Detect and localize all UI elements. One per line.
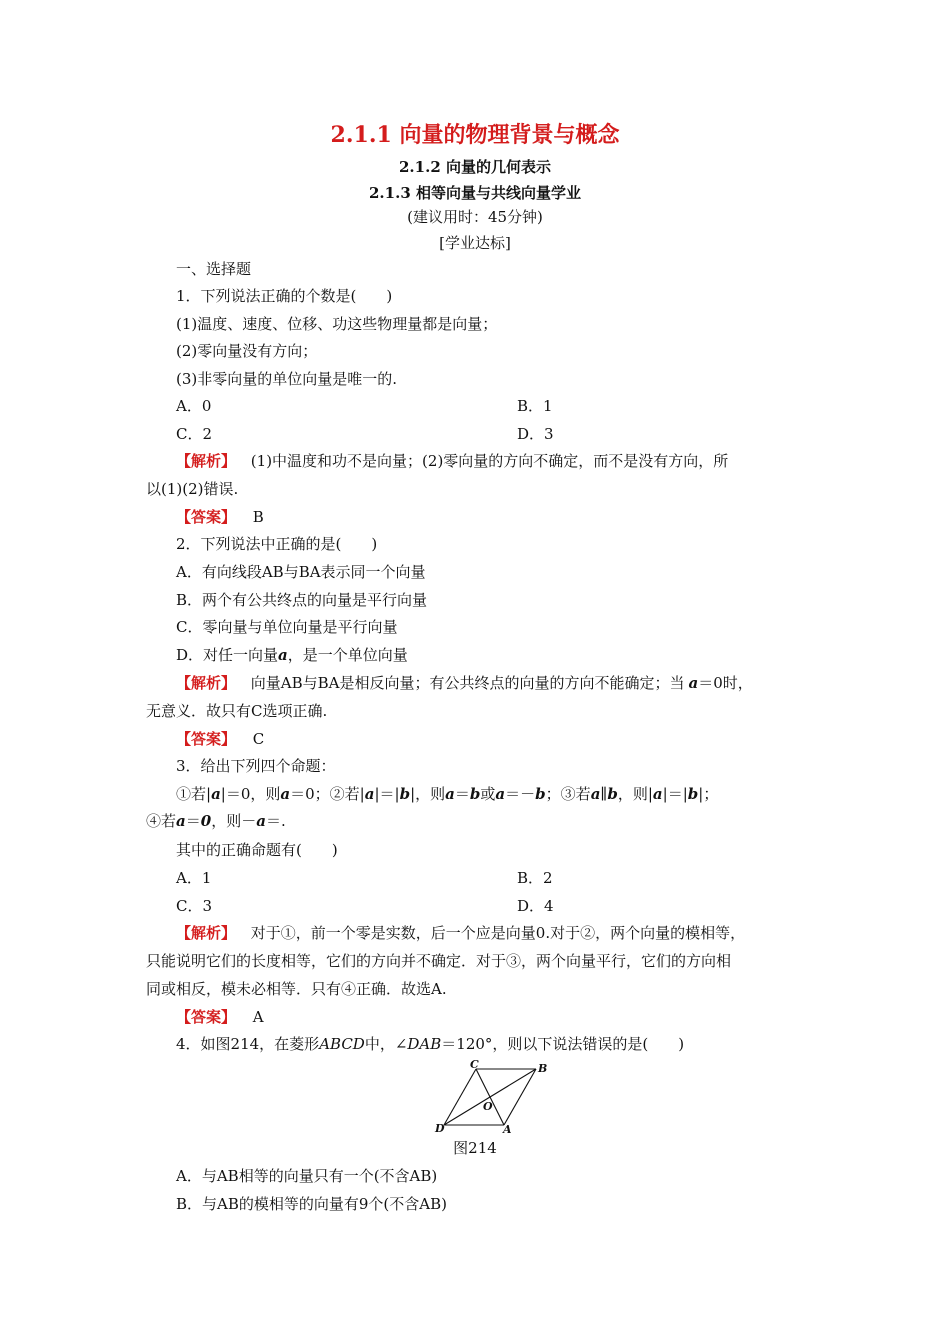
q2-analysis-text-b: ＝0时，	[698, 674, 753, 692]
q2-option-d	[176, 645, 408, 665]
q3-line1-run: ①若|	[176, 785, 212, 803]
section-label: [学业达标]	[439, 234, 511, 252]
q3-line1-run: |，则	[410, 785, 446, 803]
q3-option-d: D．4	[517, 897, 554, 915]
q4-stem-pre: 4．如图214，在菱形	[176, 1035, 320, 1053]
q2-analysis-text-a: 向量AB与BA是相反向量；有公共终点的向量的方向不能确定；当	[250, 674, 685, 692]
q3-line1-run: b	[399, 785, 411, 803]
q3-line1-run: ，则|	[617, 785, 653, 803]
q1-option-c: C．2	[176, 425, 213, 443]
analysis-tag: 【解析】	[176, 924, 237, 942]
subtitle-2-1-2: 2.1.2 向量的几何表示	[399, 158, 551, 176]
q1-option-a: A．0	[176, 397, 212, 415]
suggested-time: (建议用时：45分钟)	[407, 208, 543, 226]
q3-line1-run: a	[280, 785, 291, 803]
q4-stem-var-2: DAB	[407, 1035, 442, 1053]
q3-analysis-line-1	[176, 923, 745, 943]
section-heading: 一、选择题	[176, 260, 252, 278]
q3-stem: 3．给出下列四个命题：	[176, 757, 336, 775]
q2-analysis-line-2: 无意义．故只有C选项正确.	[146, 702, 328, 720]
side-ba	[504, 1069, 536, 1125]
q3-line1-run: ∥	[600, 785, 608, 803]
q3-line1-run: ；③若	[545, 785, 591, 803]
q2-analysis-line-1	[176, 673, 753, 693]
q2-answer	[176, 729, 264, 749]
q4-stem-var-1: ABCD	[319, 1035, 365, 1053]
answer-tag: 【答案】	[176, 508, 237, 526]
q1-analysis-line-1	[176, 451, 728, 471]
q1-answer	[176, 507, 264, 527]
q3-line1-run: ＝0；②若|	[290, 785, 365, 803]
q3-line1-run: a	[364, 785, 375, 803]
q3-line1-run: a	[590, 785, 601, 803]
q4-option-b: B．与AB的模相等的向量有9个(不含AB)	[176, 1195, 447, 1213]
q3-option-b: B．2	[517, 869, 553, 887]
q2-stem: 2．下列说法中正确的是( )	[176, 535, 378, 553]
q3-propositions-line-1	[176, 784, 718, 804]
q3-line1-run: b	[469, 785, 481, 803]
q4-option-a: A．与AB相等的向量只有一个(不含AB)	[176, 1167, 438, 1185]
q2-answer-value: C	[252, 730, 265, 748]
q3-analysis-line-3: 同或相反，模未必相等．只有④正确．故选A.	[146, 980, 447, 998]
q1-option-b: B．1	[517, 397, 553, 415]
q2-analysis-var: a	[688, 674, 699, 692]
rhombus-figure	[430, 1060, 560, 1134]
q3-line1-run: a	[652, 785, 663, 803]
q3-line2-run: ＝.	[265, 812, 286, 830]
q3-option-c: C．3	[176, 897, 213, 915]
q2-option-d-var: a	[278, 646, 288, 664]
answer-tag: 【答案】	[176, 730, 237, 748]
q1-option-d: D．3	[517, 425, 554, 443]
q3-analysis-text: 对于①，前一个零是实数，后一个应是向量0.对于②，两个向量的模相等，	[250, 924, 746, 942]
label-c: C	[470, 1060, 479, 1071]
diagonal-ca	[476, 1069, 504, 1125]
q3-line1-run: ＝	[454, 785, 470, 803]
label-b: B	[538, 1062, 548, 1075]
analysis-tag: 【解析】	[176, 674, 237, 692]
side-dc	[444, 1069, 476, 1125]
q1-analysis-line-2: 以(1)(2)错误.	[146, 480, 239, 498]
q4-stem	[176, 1034, 684, 1054]
q3-analysis-line-2: 只能说明它们的长度相等，它们的方向并不确定．对于③，两个向量平行，它们的方向相	[146, 952, 732, 970]
q3-line1-run: 或	[480, 785, 496, 803]
q3-line1-run: b	[535, 785, 546, 803]
q1-stem: 1．下列说法正确的个数是( )	[176, 287, 393, 305]
q3-line2-run: 0	[200, 812, 212, 830]
subtitle-2-1-3: 2.1.3 相等向量与共线向量学业	[369, 184, 581, 202]
q3-line1-run: a	[211, 785, 221, 803]
q2-option-c: C．零向量与单位向量是平行向量	[176, 618, 398, 636]
q3-line1-run: |＝|	[374, 785, 400, 803]
q3-line2-run: a	[256, 812, 266, 830]
q3-propositions-line-2	[146, 811, 286, 831]
q3-line1-run: |＝0，则	[220, 785, 281, 803]
q3-line1-run: a	[445, 785, 455, 803]
document-title: 2.1.1 向量的物理背景与概念	[330, 122, 620, 148]
q3-line1-run: ＝－	[505, 785, 536, 803]
q4-stem-post: ＝120°，则以下说法错误的是( )	[441, 1035, 685, 1053]
q2-option-b: B．两个有公共终点的向量是平行向量	[176, 591, 428, 609]
answer-tag: 【答案】	[176, 1008, 237, 1026]
q2-option-d-post: ，是一个单位向量	[287, 646, 408, 664]
q3-line1-run: |；	[698, 785, 719, 803]
q3-option-a: A．1	[176, 869, 212, 887]
q3-line1-run: a	[495, 785, 506, 803]
q2-option-d-pre: D．对任一向量	[176, 646, 279, 664]
q4-stem-mid: 中，∠	[364, 1035, 408, 1053]
label-a: A	[503, 1123, 512, 1134]
q1-answer-value: B	[252, 508, 264, 526]
q1-analysis-text: (1)中温度和功不是向量；(2)零向量的方向不确定，而不是没有方向，所	[250, 452, 729, 470]
q3-line1-run: b	[687, 785, 699, 803]
q3-answer-value: A	[252, 1008, 264, 1026]
q3-line2-run: a	[176, 812, 186, 830]
q1-statement-2: (2)零向量没有方向；	[176, 342, 318, 360]
q1-statement-3: (3)非零向量的单位向量是唯一的.	[176, 370, 398, 388]
figure-caption: 图214	[453, 1139, 497, 1157]
q3-line2-run: ④若	[146, 812, 177, 830]
q3-line2-run: ＝	[185, 812, 201, 830]
label-d: D	[435, 1122, 445, 1134]
q3-line2-run: ，则－	[211, 812, 257, 830]
analysis-tag: 【解析】	[176, 452, 237, 470]
q3-line1-run: b	[607, 785, 618, 803]
label-o: O	[483, 1100, 493, 1113]
q3-question: 其中的正确命题有( )	[176, 841, 338, 859]
q3-line1-run: |＝|	[662, 785, 688, 803]
q3-answer	[176, 1007, 264, 1027]
q2-option-a: A．有向线段AB与BA表示同一个向量	[176, 563, 426, 581]
q1-statement-1: (1)温度、速度、位移、功这些物理量都是向量；	[176, 315, 498, 333]
